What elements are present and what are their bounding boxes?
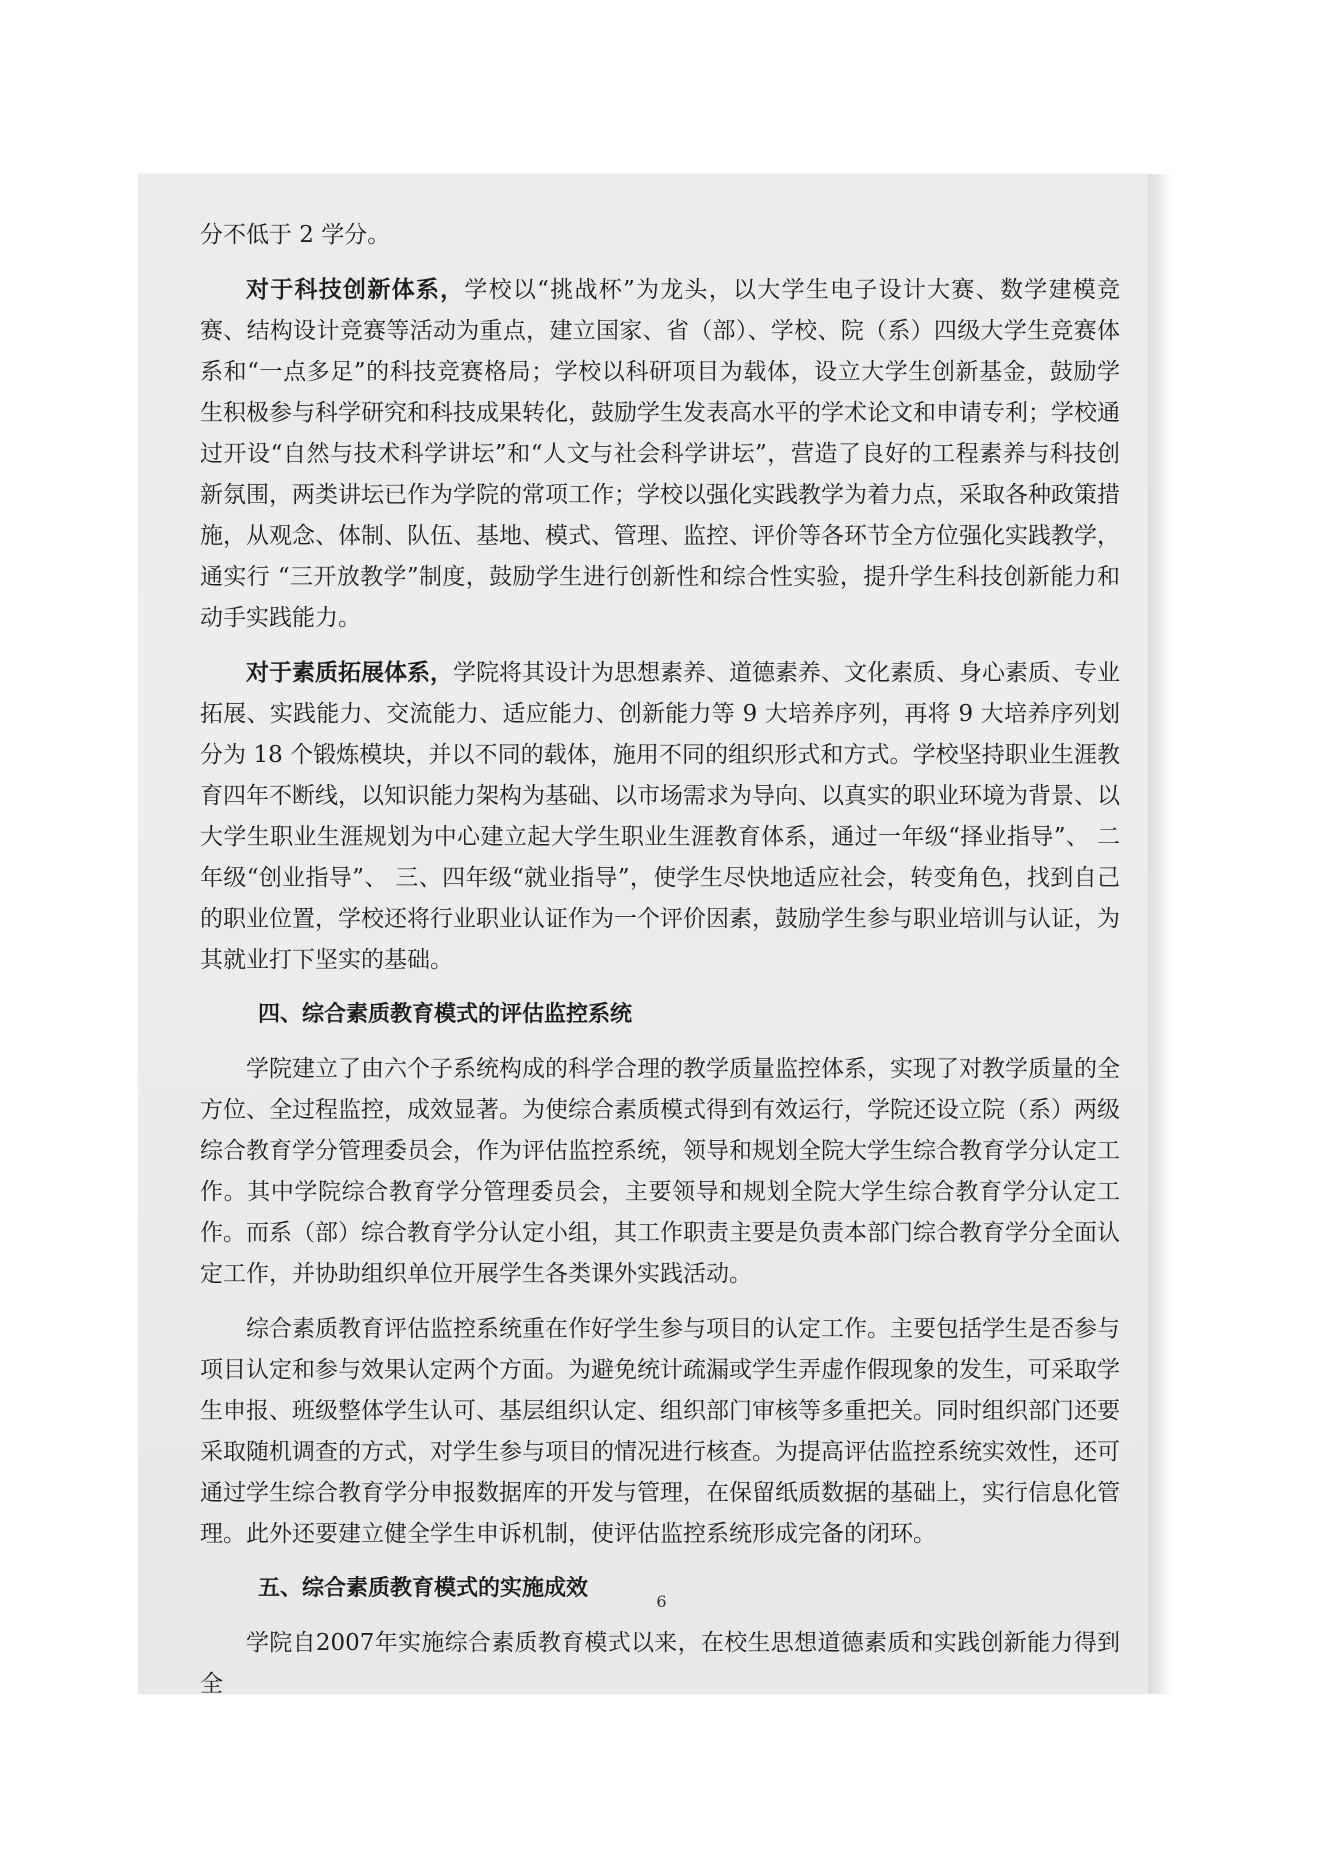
paragraph-body: 学校以“挑战杯”为龙头，以大学生电子设计大赛、数学建模竞赛、结构设计竞赛等活动为重点，建立国家、省（部）、学校、院（系）四级大学生竞赛体系和“一点多足”的科技竞赛格局；学校以科研项目为载体，设立大学生创新基金，鼓励学生积极参与科学研究和科技成果转化，鼓励学生发表高水平的学术论文和申请专利；学校通过开设“自然与技术科学讲坛”和“人文与社会科学讲坛”，营造了良好的工程素养与科技创新氛围，两类讲坛已作为学院的常项工作；学校以强化实践教学为着力点，采取各种政策措施，从观念、体制、队伍、基地、模式、管理、监控、评价等各环节全方位强化实践教学，通实行 “三开放教学”制度，鼓励学生进行创新性和综合性实验，提升学生科技创新能力和动手实践能力。: [200, 277, 1120, 631]
paragraph-results: 学院自2007年实施综合素质教育模式以来，在校生思想道德素质和实践创新能力得到全: [200, 1630, 1120, 1697]
paragraph-tech-innovation: [200, 270, 1120, 639]
paragraph-lead: 对于素质拓展体系，: [246, 660, 453, 686]
paragraph-lead: 对于科技创新体系，: [246, 277, 465, 303]
section-heading-4: 四、综合素质教育模式的评估监控系统: [258, 1002, 633, 1027]
paragraph-monitoring-1: 学院建立了由六个子系统构成的科学合理的教学质量监控体系，实现了对教学质量的全方位、全过程监控，成效显著。为使综合素质模式得到有效运行，学院还设立院（系）两级综合教育学分管理委员会，作为评估监控系统，领导和规划全院大学生综合教育学分认定工作。其中学院综合教育学分管理委员会，主要领导和规划全院大学生综合教育学分认定工作。而系（部）综合教育学分认定小组，其工作职责主要是负责本部门综合教育学分全面认定工作，并协助组织单位开展学生各类课外实践活动。: [200, 1056, 1120, 1287]
document-body: [200, 215, 1120, 1705]
opening-line: 分不低于 2 学分。: [200, 222, 391, 248]
paragraph-quality-expansion: [200, 653, 1120, 981]
paragraph-body: 学院将其设计为思想素养、道德素养、文化素质、身心素质、专业拓展、实践能力、交流能力、适应能力、创新能力等 9 大培养序列，再将 9 大培养序列划分为 18 个锻炼模块，并以不同的载体，施用不同的组织形式和方式。学校坚持职业生涯教育四年不断线，以知识能力架构为基础、以市场需求为导向、以真实的职业环境为背景、以大学生职业生涯规划为中心建立起大学生职业生涯教育体系，通过一年级“择业指导”、 二年级“创业指导”、 三、四年级“就业指导”，使学生尽快地适应社会，转变角色，找到自己的职业位置，学校还将行业职业认证作为一个评价因素，鼓励学生参与职业培训与认证，为其就业打下坚实的基础。: [200, 660, 1120, 973]
paragraph-monitoring-2: 综合素质教育评估监控系统重在作好学生参与项目的认定工作。主要包括学生是否参与项目认定和参与效果认定两个方面。为避免统计疏漏或学生弄虚作假现象的发生，可采取学生申报、班级整体学生认可、基层组织认定、组织部门审核等多重把关。同时组织部门还要采取随机调查的方式，对学生参与项目的情况进行核查。为提高评估监控系统实效性，还可通过学生综合教育学分申报数据库的开发与管理，在保留纸质数据的基础上，实行信息化管理。此外还要建立健全学生申诉机制，使评估监控系统形成完备的闭环。: [200, 1316, 1120, 1547]
section-heading-5: 五、综合素质教育模式的实施成效: [258, 1576, 589, 1601]
paper-edge-shadow: [1148, 174, 1172, 1694]
page-number: 6: [656, 1592, 667, 1611]
